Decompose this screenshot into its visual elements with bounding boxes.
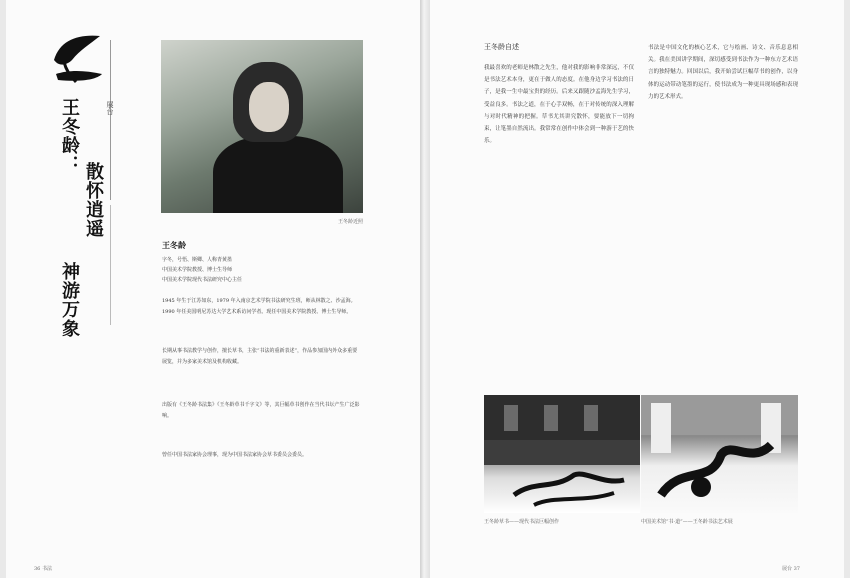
exhibition-photo-caption: 中国美术馆“书·道”——王冬龄书法艺术展 (641, 519, 733, 525)
page-footer-right: 展台 37 (782, 566, 800, 572)
artist-portrait-photo (161, 40, 363, 213)
artist-name: 王冬龄 (162, 240, 186, 250)
artist-info-line: 中国美术学院教授、博士生导师 (162, 267, 233, 273)
bio-paragraph: 曾任中国书法家协会理事，现为中国书法家协会草书委员会委员。 (162, 452, 308, 458)
article-title-main: 王冬龄： (59, 98, 80, 174)
statement-column-right: 书法是中国文化的核心艺术，它与绘画、诗文、音乐息息相关。我在美国讲学期间，深切感受到书法作为一种东方艺术语言的独特魅力。回国以后，我开始尝试巨幅草书的创作，以身体的运动带动笔墨的运行，使书法成为一种更具现场感和表现力的艺术形式。 (648, 45, 798, 100)
bio-paragraph: 长期从事书法教学与创作，擅长草书，主张“书法的重新表述”，作品参加国内外众多重要展览，并为多家美术馆及机构收藏。 (162, 348, 358, 365)
portrait-caption: 王冬龄近照 (338, 219, 364, 225)
vertical-rule (110, 40, 111, 200)
performance-photo (484, 395, 640, 513)
bio-paragraph: 出版有《王冬龄书法集》《王冬龄草书千字文》等，其巨幅草书创作在当代书坛产生广泛影响。 (162, 402, 360, 419)
article-title-line2: 神游万象 (59, 262, 80, 338)
statement-column-left: 我最喜欢的老师是林散之先生，他对我的影响非常深远，不仅是书法艺术本身，更在于做人的态度。在他身边学习书法的日子，是我一生中最宝贵的经历。后来又跟随沙孟海先生学习，受益良多。书法之道，在于心手双畅，在于对传统的深入理解与对时代精神的把握。草书尤其讲究散怀，要能放下一切拘束，让笔墨自然流出。我常常在创作中体会到一种游于艺的快乐。 (484, 65, 634, 145)
statement-header: 王冬龄自述 (484, 43, 519, 51)
bio-paragraph: 1945 年生于江苏如东，1979 年入南京艺术学院书法研究生班，师从林散之、沙孟海。1990 年任美国明尼苏达大学艺术系访问学者。现任中国美术学院教授、博士生导师。 (162, 298, 356, 315)
article-title-line1: 散怀逍遥 (83, 162, 104, 238)
page-footer-left: 36 书法 (34, 566, 52, 572)
calligraphy-brush-icon (50, 30, 106, 92)
performance-photo-caption: 王冬龄草书——现代书法巨幅创作 (484, 519, 560, 525)
vertical-rule-secondary (110, 205, 111, 325)
artist-info-line: 中国美术学院现代书法研究中心主任 (162, 277, 243, 283)
book-gutter (420, 0, 430, 578)
section-tag: 展台 (106, 101, 114, 115)
exhibition-photo (641, 395, 798, 513)
artist-info-line: 字冬，号悟、斯卿、人称青黄墨 (162, 257, 233, 263)
